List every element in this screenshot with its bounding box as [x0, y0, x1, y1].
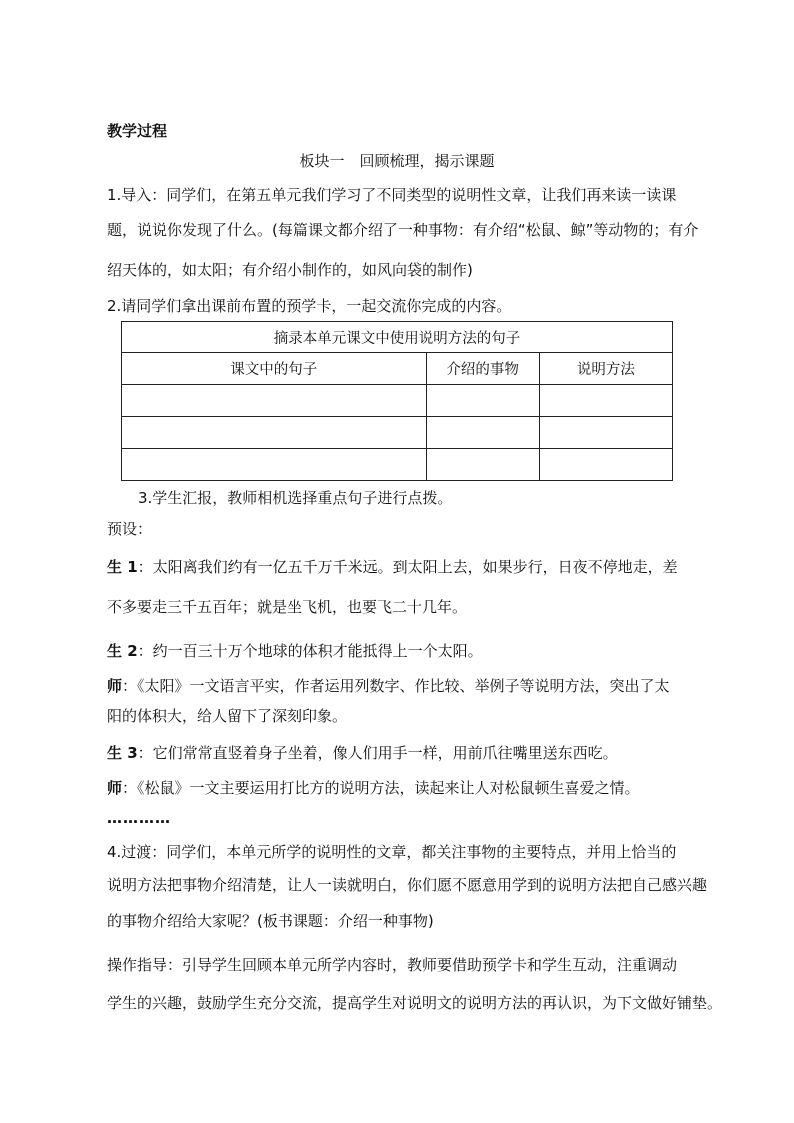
table-header-row	[122, 353, 673, 385]
paragraph-line: 绍天体的，如太阳；有介绍小制作的，如风向袋的制作)	[107, 261, 473, 279]
table-row	[122, 385, 673, 417]
speaker-label: 生 1	[107, 558, 138, 576]
paragraph-line: 4.过渡：同学们，本单元所学的说明性的文章，都关注事物的主要特点，并用上恰当的	[107, 843, 677, 861]
report-line: 3.学生汇报，教师相机选择重点句子进行点拨。	[138, 489, 453, 507]
dialogue-line	[107, 641, 483, 661]
table-cell	[539, 449, 672, 481]
pre-study-card-table	[121, 321, 673, 481]
table-caption-row	[122, 322, 673, 353]
header-cell: 说明方法	[539, 353, 672, 385]
speaker-label: 生 2	[107, 642, 138, 660]
table-caption: 摘录本单元课文中使用说明方法的句子	[122, 322, 673, 353]
block-title: 板块一 回顾梳理，揭示课题	[299, 152, 495, 170]
table-cell	[426, 449, 539, 481]
table-cell	[426, 385, 539, 417]
paragraph-line: 题，说说你发现了什么。(每篇课文都介绍了一种事物：有介绍“松鼠、鲸”等动物的；有介	[107, 221, 699, 239]
speaker-label: 师	[107, 677, 123, 695]
ellipsis: …………	[107, 809, 171, 827]
dialogue-line	[107, 676, 670, 696]
header-cell: 介绍的事物	[426, 353, 539, 385]
header-cell: 课文中的句子	[122, 353, 427, 385]
dialogue-line	[107, 557, 678, 577]
table-cell	[426, 417, 539, 449]
table-cell	[122, 417, 427, 449]
table-cell	[539, 417, 672, 449]
section-title: 教学过程	[107, 122, 168, 140]
speech-text: ：《太阳》一文语言平实，作者运用列数字、作比较、举例子等说明方法，突出了太	[122, 677, 670, 695]
speaker-label: 师	[107, 779, 123, 797]
speech-continuation: 不多要走三千五百年；就是坐飞机，也要飞二十几年。	[107, 598, 468, 616]
paragraph-line: 说明方法把事物介绍清楚，让人一读就明白，你们愿不愿意用学到的说明方法把自己感兴趣	[107, 876, 708, 894]
table-cell	[539, 385, 672, 417]
paragraph-line: 学生的兴趣，鼓励学生充分交流，提高学生对说明文的说明方法的再认识，为下文做好铺垫。	[107, 994, 723, 1012]
table-cell	[122, 449, 427, 481]
paragraph-line: 的事物介绍给大家呢？(板书课题：介绍一种事物)	[107, 912, 434, 930]
table-row	[122, 449, 673, 481]
preset-label: 预设：	[107, 520, 153, 538]
speech-text: ：《松鼠》一文主要运用打比方的说明方法，读起来让人对松鼠顿生喜爱之情。	[122, 779, 640, 797]
speech-text: ：约一百三十万个地球的体积才能抵得上一个太阳。	[137, 642, 483, 660]
speech-continuation: 阳的体积大，给人留下了深刻印象。	[107, 707, 348, 725]
dialogue-line	[107, 778, 640, 798]
table-row	[122, 417, 673, 449]
speaker-label: 生 3	[107, 744, 138, 762]
dialogue-line	[107, 743, 618, 763]
paragraph-line: 操作指导：引导学生回顾本单元所学内容时，教师要借助预学卡和学生互动，注重调动	[107, 956, 678, 974]
table-cell	[122, 385, 427, 417]
speech-text: ：它们常常直竖着身子坐着，像人们用手一样，用前爪往嘴里送东西吃。	[137, 744, 618, 762]
speech-text: ：太阳离我们约有一亿五千万千米远。到太阳上去，如果步行，日夜不停地走，差	[137, 558, 678, 576]
instruction-line: 2.请同学们拿出课前布置的预学卡，一起交流你完成的内容。	[107, 297, 512, 315]
paragraph-line: 1.导入：同学们，在第五单元我们学习了不同类型的说明性文章，让我们再来读一读课	[107, 186, 677, 204]
